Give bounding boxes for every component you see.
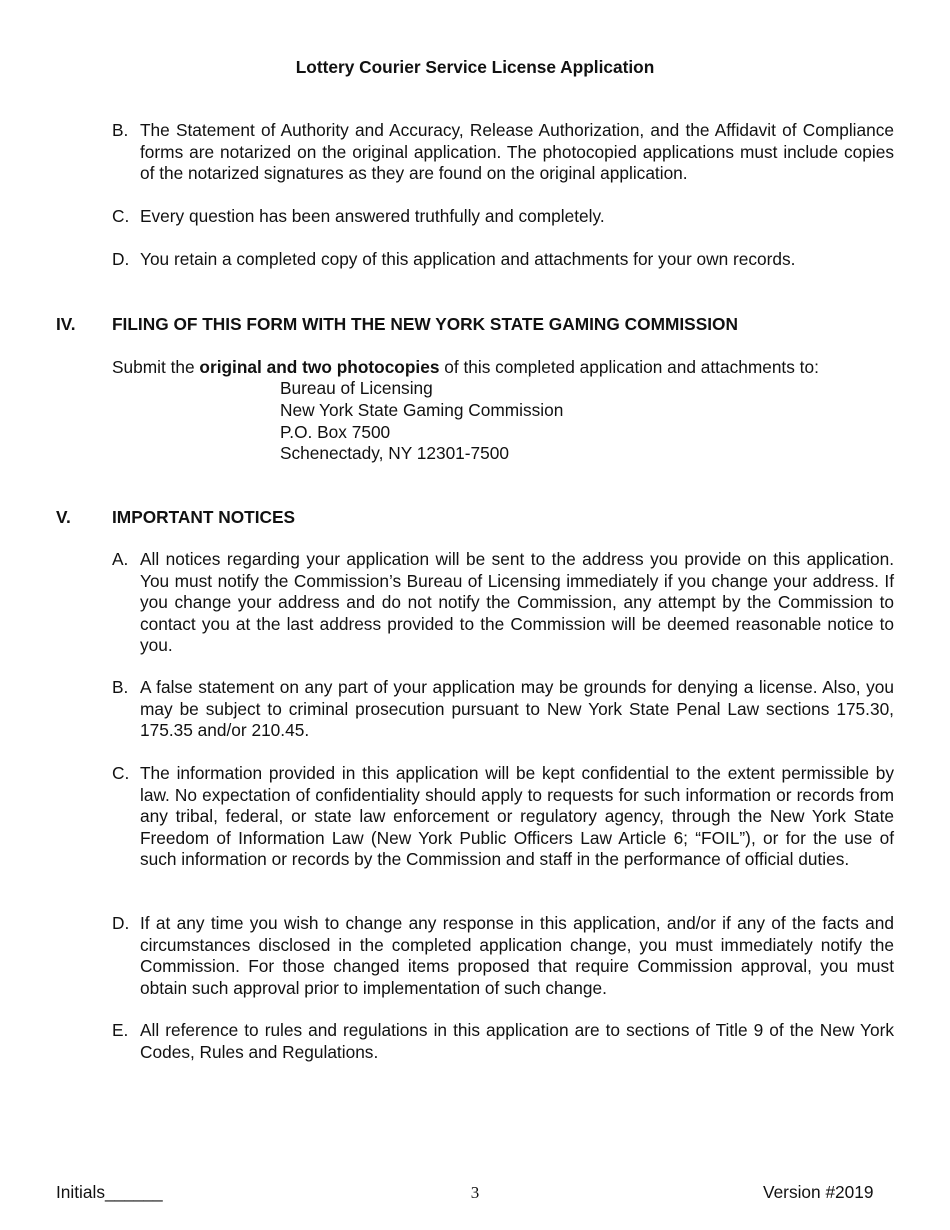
item-letter: D. (112, 249, 130, 269)
item-text: The Statement of Authority and Accuracy, Release Authorization, and the Affidavit of Compliance forms are notarized on the original application. The photocopied applications must include copies of the notarized signatures as they are found on the original application. (140, 120, 894, 183)
address-line: P.O. Box 7500 (280, 421, 391, 442)
list-item (112, 677, 894, 742)
list-item (112, 249, 894, 271)
item-text: Every question has been answered truthfully and completely. (140, 206, 605, 226)
page-title: Lottery Courier Service License Application (295, 57, 655, 77)
item-letter: E. (112, 1020, 129, 1040)
list-item (112, 763, 894, 871)
item-letter: B. (112, 120, 129, 140)
item-text: If at any time you wish to change any response in this application, and/or if any of the facts and circumstances disclosed in the completed application change, you must immediately notify the Commission. For those changed items proposed that require Commission approval, you must obtain such approval prior to implementation of such change. (140, 913, 894, 998)
item-text: All notices regarding your application will be sent to the address you provide on this application. You must notify the Commission’s Bureau of Licensing immediately if you change your address. If you change your address and do not notify the Commission, any attempt by the Commission to contact you at the last address provided to the Commission will be deemed reasonable notice to you. (140, 549, 894, 655)
item-letter: A. (112, 549, 129, 569)
initials-field: Initials______ (56, 1182, 163, 1202)
list-item (112, 120, 894, 185)
item-text: All reference to rules and regulations in this application are to sections of Title 9 of the New York Codes, Rules and Regulations. (140, 1020, 894, 1062)
section-number: IV. (56, 314, 76, 334)
mailing-address (280, 378, 563, 465)
submit-suffix: of this completed application and attachments to: (439, 357, 819, 377)
item-text: You retain a completed copy of this application and attachments for your own records. (140, 249, 796, 269)
submit-prefix: Submit the (112, 357, 200, 377)
section-title: FILING OF THIS FORM WITH THE NEW YORK STATE GAMING COMMISSION (112, 314, 738, 334)
item-text: A false statement on any part of your application may be grounds for denying a license. Also, you may be subject to criminal prosecution pursuant to New York State Penal Law sections 175.30, 175.35 and/or 210.45. (140, 677, 894, 740)
submit-instructions (112, 356, 912, 378)
address-line: New York State Gaming Commission (280, 399, 564, 420)
item-letter: B. (112, 677, 129, 697)
item-text: The information provided in this application will be kept confidential to the extent permissible by law. No expectation of confidentiality should apply to requests for such information or records from any tribal, federal, or state law enforcement or regulatory agency, through the New York State Freedom of Information Law (New York Public Officers Law Article 6; “FOIL”), or for the use of such information or records by the Commission and staff in the performance of official duties. (140, 763, 894, 869)
item-letter: D. (112, 913, 130, 933)
section-number: V. (56, 507, 71, 527)
list-item (112, 549, 894, 657)
address-line: Bureau of Licensing (280, 378, 433, 398)
list-item (112, 206, 894, 228)
list-item (112, 913, 894, 999)
address-line: Schenectady, NY 12301-7500 (280, 443, 509, 464)
list-item (112, 1020, 894, 1063)
item-letter: C. (112, 763, 130, 783)
page-number: 3 (470, 1183, 480, 1202)
section-title: IMPORTANT NOTICES (112, 507, 296, 527)
version-label: Version #2019 (763, 1182, 874, 1202)
submit-bold: original and two photocopies (199, 357, 440, 377)
item-letter: C. (112, 206, 130, 226)
